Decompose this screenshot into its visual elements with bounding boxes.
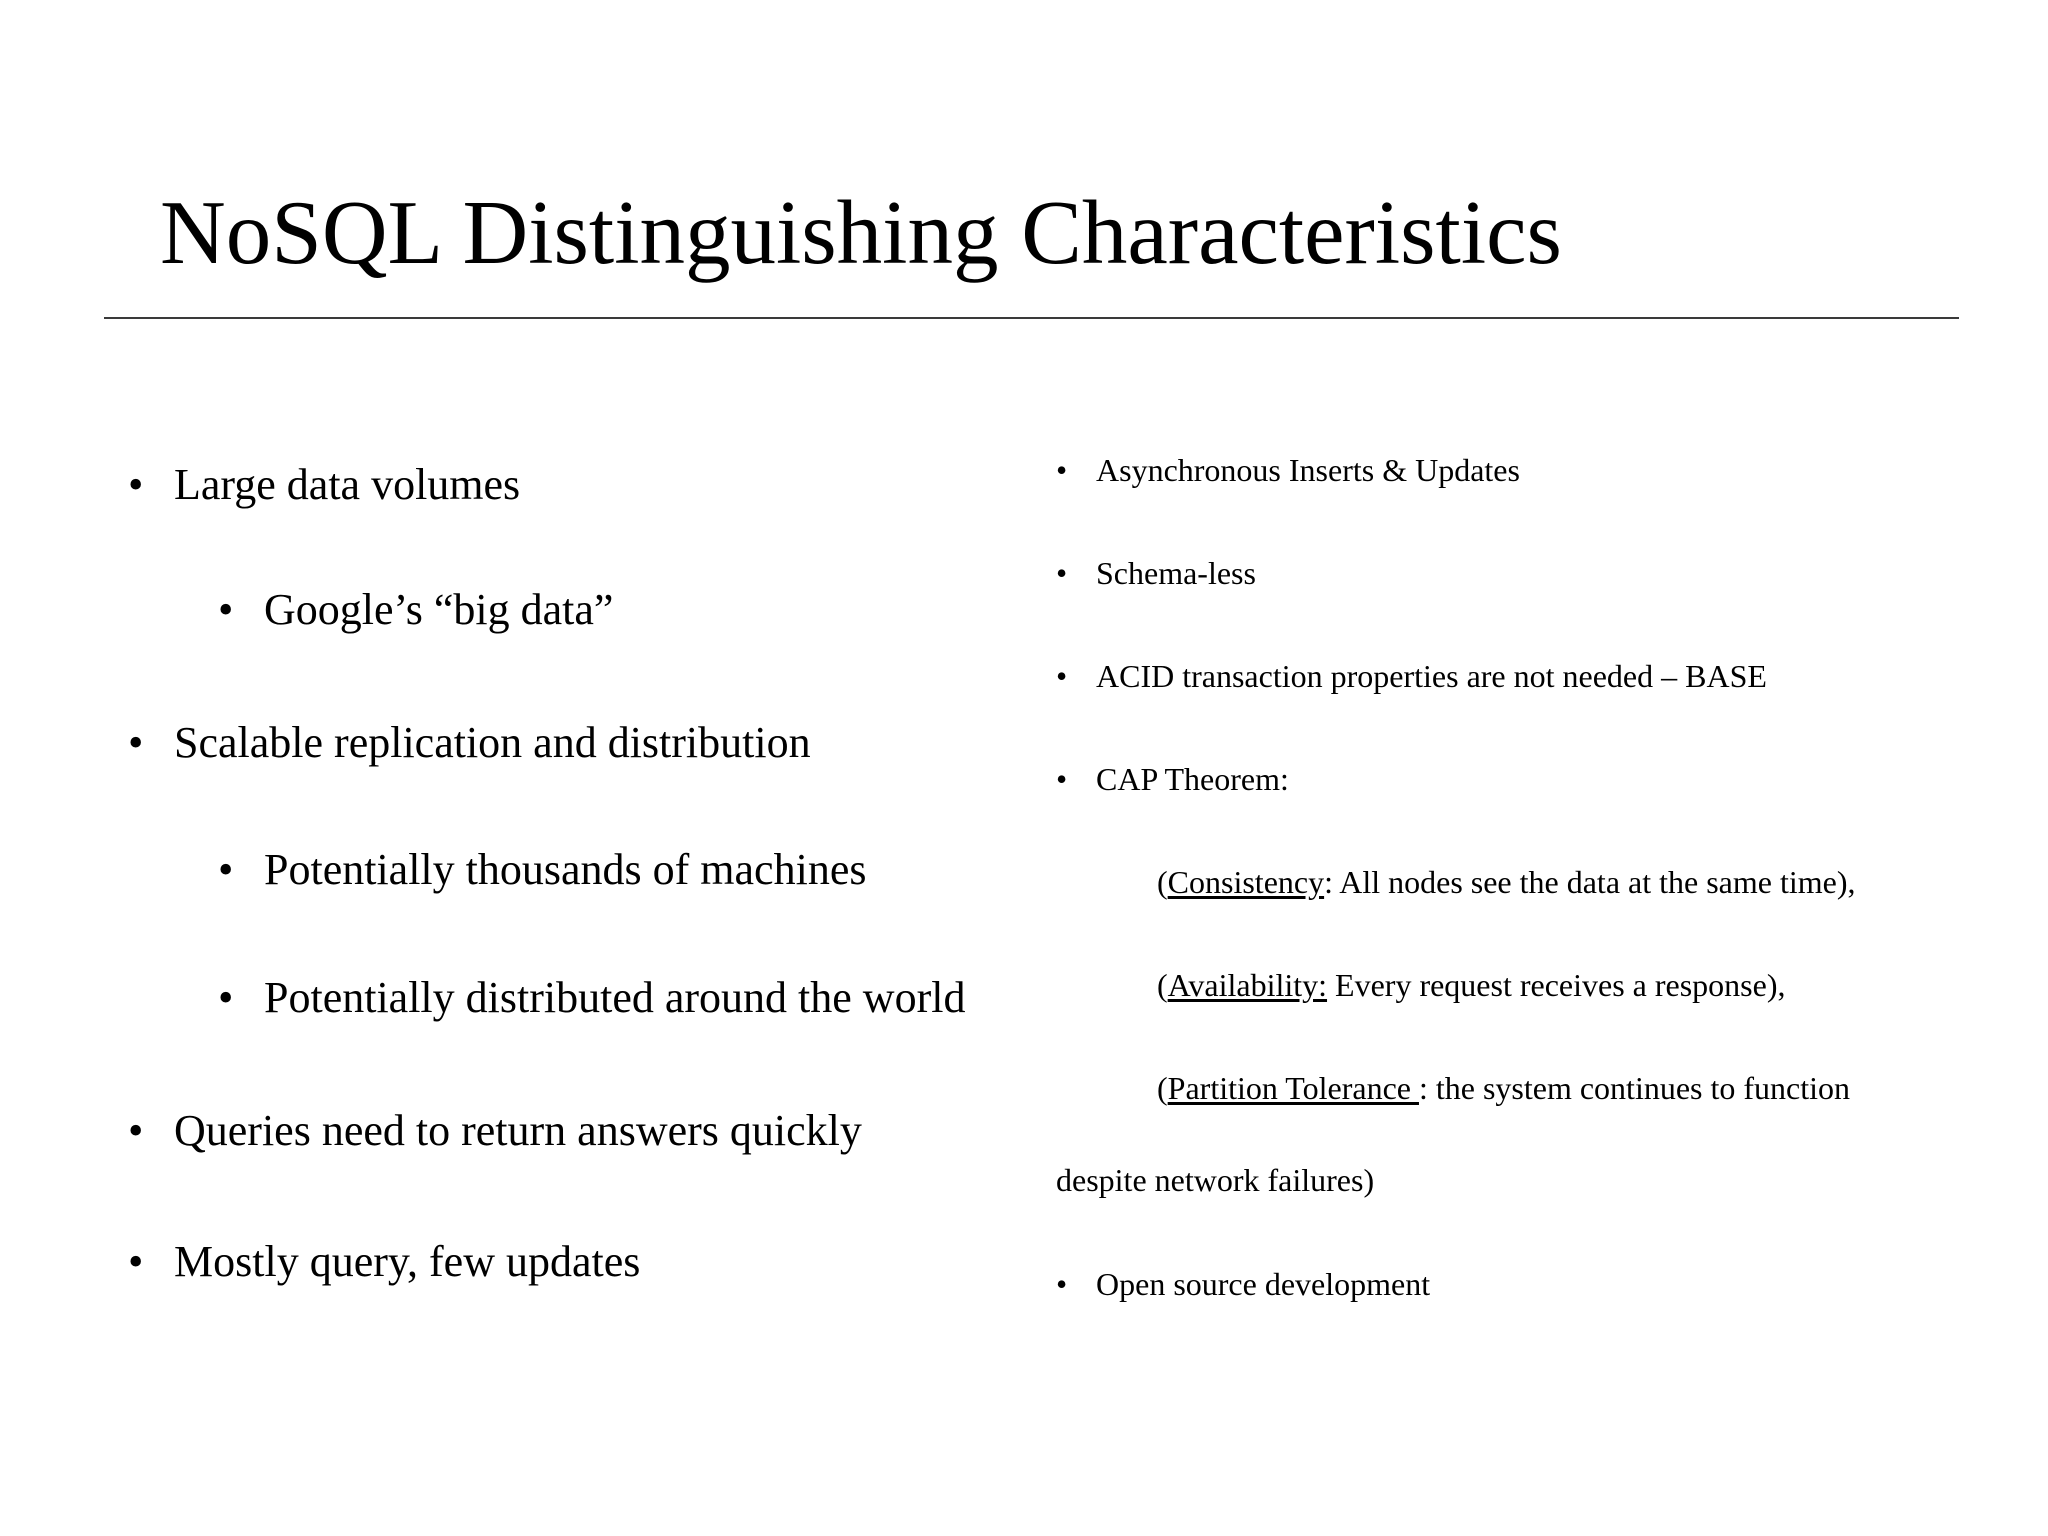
bullet-icon: • [128,460,144,509]
list-item-text: Open source development [1096,1266,1431,1302]
list-item [1056,656,1767,696]
list-item-text: Potentially thousands of machines [264,845,867,894]
list-item-text: Scalable replication and distribution [174,718,811,767]
bullet-icon: • [128,718,144,767]
cap-consistency-line: (Consistency: All nodes see the data at the same time), [1157,864,1856,900]
list-item [218,972,965,1024]
cap-partition-continuation: despite network failures) [1056,1162,1375,1198]
list-item-text: Queries need to return answers quickly [174,1106,862,1155]
bullet-icon: • [128,1106,144,1155]
list-item-text: ACID transaction properties are not needed – BASE [1096,658,1767,694]
list-item-text: Asynchronous Inserts & Updates [1096,452,1520,488]
list-item [128,1236,640,1288]
list-item [128,717,811,769]
term-consistency: Consistency [1167,864,1325,900]
cap-partition-line: (Partition Tolerance : the system continues to function [1157,1070,1851,1106]
list-item-text: Potentially distributed around the world [264,973,966,1022]
list-item [1056,1264,1430,1304]
bullet-icon: • [1056,761,1068,797]
list-item-text: Google’s “big data” [264,585,614,634]
list-item [1056,553,1256,593]
term-partition-tolerance: Partition Tolerance [1167,1070,1419,1106]
bullet-icon: • [218,973,234,1022]
list-item [1056,759,1289,799]
list-item [128,1105,862,1157]
cap-availability-line: (Availability: Every request receives a response), [1157,967,1786,1003]
bullet-icon: • [1056,555,1068,591]
list-item [218,844,866,896]
slide-title: NoSQL Distinguishing Characteristics [160,182,1562,283]
list-item-text: CAP Theorem: [1096,761,1289,797]
term-availability: Availability: [1167,967,1328,1003]
list-item [1056,450,1520,490]
list-item [128,459,520,511]
bullet-icon: • [218,845,234,894]
title-divider [104,317,1959,319]
list-item-text: Large data volumes [174,460,521,509]
bullet-icon: • [128,1237,144,1286]
bullet-icon: • [1056,452,1068,488]
list-item-text: Mostly query, few updates [174,1237,641,1286]
bullet-icon: • [1056,658,1068,694]
list-item [218,584,613,636]
bullet-icon: • [218,585,234,634]
bullet-icon: • [1056,1266,1068,1302]
list-item-text: Schema-less [1096,555,1256,591]
